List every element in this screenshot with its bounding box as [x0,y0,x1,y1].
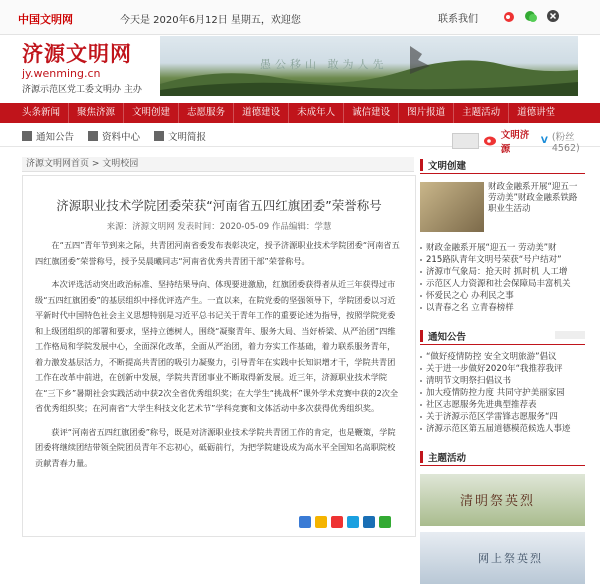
notice-label: 通知公告 [36,132,75,143]
share-weibo-icon[interactable] [331,516,343,528]
brand[interactable] [22,38,142,95]
nav-item[interactable]: 图片报道 [399,103,454,123]
featured-thumbnail[interactable] [420,182,484,232]
list-item[interactable]: 215路队青年文明号荣获“号户结对” [420,254,585,266]
flag-icon [452,133,479,149]
share-more-icon[interactable] [299,516,311,528]
list-item[interactable]: 清明节文明祭扫倡议书 [420,375,585,387]
theme-banner-qingming[interactable] [420,474,585,526]
article-paragraph: 本次评选活动突出政治标准、坚持结果导向、体现要进激励，红旗团委获得者从近三年获得过市级“五四红旗团委”的基层组织中择优评选产生。一直以来，在院党委的坚强领导下，学院团委以习近平新时代中国特色社会主义思想特别是习近平总书记关于青年工作的重要论述为指导，按照学院党委和上级团组织的部署和要求，坚持立德树人，围绕“凝聚青年、服务大局、当好桥梁、从严治团”四维工作格局和学院发展中心，全面深化改革，全面从严治团，着力夯实工作基础，着力联系服务青年，着力激发基层活力，不断提高共青团的吸引力凝聚力，引导青年在实践中长知识增才干，学院共青团工作在改革中前进，在创新中发展，学院共青团事业不断取得新发展。近三年，济源职业技术学院在“三下乡”暑期社会实践活动中获2次全省优秀组织奖；在大学生“挑战杯”课外学术竞赛中获的2次全省优秀组织奖；在河南省“大学生科技文化艺术节”学科竞赛和文体活动中多次获得优秀组织奖。 [35,279,399,413]
close-icon[interactable] [546,8,560,22]
breadcrumb[interactable]: 济源文明网首页 > 文明校园 [22,157,414,172]
list-item[interactable]: 示范区人力资源和社会保障局丰富机关 [420,278,585,290]
list-item[interactable]: 怀爱民之心 办利民之事 [420,290,585,302]
resource-link[interactable] [88,129,140,143]
section-marker [420,451,423,463]
wechat-icon[interactable] [524,8,538,22]
nav-item[interactable]: 未成年人 [289,103,344,123]
list-item[interactable]: 济源示范区第五届道德模范候选人事迹 [420,423,585,435]
nav-item[interactable]: 聚焦济源 [69,103,124,123]
brand-url: jy.wenming.cn [22,67,101,80]
brief-link[interactable] [154,129,206,143]
brand-sponsor: 济源示范区党工委文明办 主办 [22,85,142,95]
main-nav [0,103,600,123]
date-greeting: 今天是 2020年6月12日 星期五，欢迎您 [120,15,301,26]
more-link[interactable] [555,331,585,339]
social-icons [502,8,560,22]
notice-link[interactable] [22,129,74,143]
share-qzone-icon[interactable] [315,516,327,528]
brief-label: 文明简报 [168,132,207,143]
brand-name: 济源文明网 [22,41,132,66]
section-title: 文明创建 [428,161,467,172]
banner-slogan: 愚公移山 敢为人先 [260,58,388,71]
site-header [0,34,600,102]
sub-bar [0,124,600,155]
article-paragraph: 在“五四”青年节到来之际，共青团河南省委发布表彰决定，授予济源职业技术学院团委“河南省五四红旗团委”荣誉称号，授予吴晨曦同志“河南省优秀共青团干部”荣誉称号。 [35,240,400,266]
list-item[interactable]: 财政金融系开展“迎五一 劳动美”财 [420,242,585,254]
nav-item[interactable]: 道德讲堂 [517,107,556,118]
section-title: 主题活动 [428,453,467,464]
nav-item[interactable]: 道德建设 [234,103,289,123]
list-item[interactable]: 济源市气象局：抢天时 抓时机 人工增 [420,266,585,278]
nav-item[interactable]: 诚信建设 [344,103,399,123]
weibo-icon [483,134,497,149]
featured-text[interactable]: 财政金融系开展“迎五一 劳动美”财政金融系铁路职业生活动 [488,182,578,214]
list-item[interactable]: 关于济源示范区学雷锋志愿服务“四 [420,411,585,423]
section-marker [420,330,423,342]
weibo-follow[interactable] [452,127,600,155]
section-header-notices [420,328,585,345]
notice-icon [22,131,32,141]
site-logo[interactable]: 中国文明网 [18,13,73,26]
list-item[interactable]: 加大疫情防控力度 共同守护美丽家园 [420,387,585,399]
top-bar [0,0,600,35]
share-tencent-icon[interactable] [347,516,359,528]
resource-label: 资料中心 [102,132,141,143]
article-body [35,238,403,479]
section-title: 通知公告 [428,332,467,343]
document-icon [88,131,98,141]
section-header-civilization [420,157,585,174]
list-item[interactable]: 关于进一步做好2020年“我推荐我评 [420,363,585,375]
list-item[interactable]: 社区志愿服务先进典型推荐表 [420,399,585,411]
notice-list [420,351,585,435]
verified-icon: V [540,136,548,146]
weibo-name: 文明济源 [500,130,530,155]
article-paragraph: 获评“河南省五四红旗团委”称号，既是对济源职业技术学院共青团工作的肯定，也是鞭策，学院团委将继续团结带领全院团员青年不忘初心，砥砺前行，为把学院建设成为高水平全国知名高职院校贡献青春力量。 [35,426,396,468]
header-banner [160,36,578,96]
list-item[interactable]: “做好疫情防控 安全文明旅游”倡议 [420,351,585,363]
list-item[interactable]: 以青春之名 立青春榜样 [420,302,585,314]
share-wechat-icon[interactable] [379,516,391,528]
nav-item[interactable]: 主题活动 [454,103,509,123]
theme-banner-text: 网上祭英烈 [478,552,543,565]
contact-link[interactable]: 联系我们 [438,14,478,25]
article [22,175,416,537]
share-renren-icon[interactable] [363,516,375,528]
news-list [420,242,585,314]
nav-item[interactable]: 头条新闻 [0,103,69,123]
newsletter-icon [154,131,164,141]
section-marker [420,159,423,171]
nav-item[interactable]: 志愿服务 [179,103,234,123]
weibo-fans: (粉丝4562) [551,131,580,154]
nav-item[interactable]: 文明创建 [124,103,179,123]
sidebar [420,157,585,584]
section-header-themes [420,449,585,466]
quick-links [22,129,206,143]
theme-banner-text: 清明祭英烈 [460,494,536,509]
featured-news[interactable] [420,182,585,236]
weibo-icon[interactable] [502,8,516,22]
article-meta: 来源：济源文明网 发表时间：2020-05-09 作品编辑：学慧 [106,222,332,232]
share-bar [299,516,391,528]
article-title: 济源职业技术学院团委荣获“河南省五四红旗团委”荣誉称号 [56,198,382,213]
